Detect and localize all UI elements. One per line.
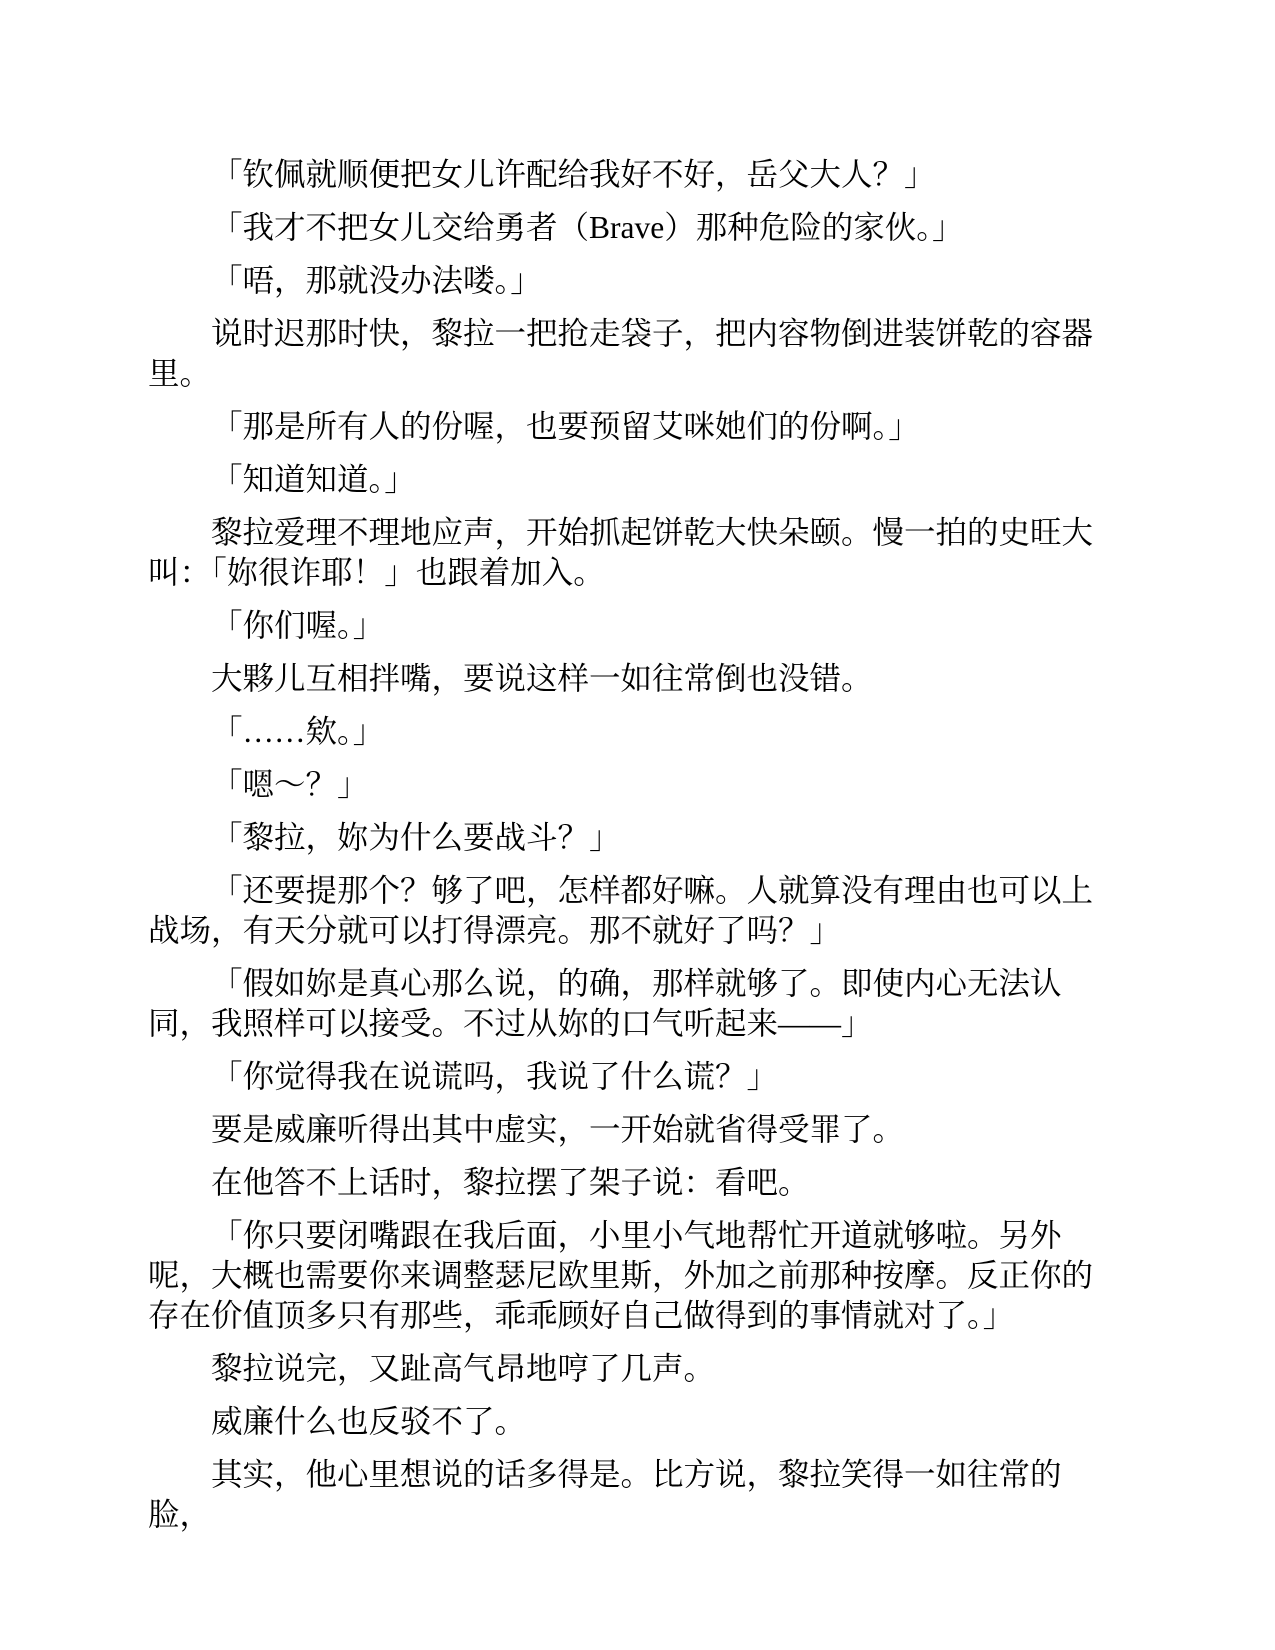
paragraph: 「还要提那个？够了吧，怎样都好嘛。人就算没有理由也可以上战场，有天分就可以打得漂亮。那不就好了吗？」	[148, 873, 1094, 948]
paragraph: 「唔，那就没办法喽。」	[211, 263, 542, 298]
paragraph: 在他答不上话时，黎拉摆了架子说：看吧。	[211, 1165, 810, 1200]
paragraph: 说时迟那时快，黎拉一把抢走袋子，把内容物倒进装饼乾的容器里。	[148, 316, 1094, 391]
paragraph: 「……欸。」	[211, 714, 385, 749]
paragraph: 其实，他心里想说的话多得是。比方说，黎拉笑得一如往常的脸，	[148, 1457, 1062, 1532]
paragraph: 「你们喔。」	[211, 608, 385, 643]
paragraph: 「你觉得我在说谎吗，我说了什么谎？」	[211, 1059, 779, 1094]
paragraph: 「我才不把女儿交给勇者（Brave）那种危险的家伙。」	[211, 210, 964, 245]
paragraph: 要是威廉听得出其中虚实，一开始就省得受罪了。	[211, 1112, 905, 1147]
paragraph: 大夥儿互相拌嘴，要说这样一如往常倒也没错。	[211, 661, 873, 696]
paragraph: 「嗯～？」	[211, 767, 369, 802]
paragraph: 黎拉说完，又趾高气昂地哼了几声。	[211, 1351, 716, 1386]
paragraph: 「假如妳是真心那么说，的确，那样就够了。即使内心无法认同，我照样可以接受。不过从妳的口气听起来——」	[148, 966, 1062, 1041]
paragraph: 威廉什么也反驳不了。	[211, 1404, 527, 1439]
paragraph: 黎拉爱理不理地应声，开始抓起饼乾大快朵颐。慢一拍的史旺大叫：「妳很诈耶！」也跟着加入。	[148, 515, 1094, 590]
paragraph: 「那是所有人的份喔，也要预留艾咪她们的份啊。」	[211, 409, 920, 444]
paragraph: 「黎拉，妳为什么要战斗？」	[211, 820, 621, 855]
paragraph: 「钦佩就顺便把女儿许配给我好不好，岳父大人？」	[211, 157, 936, 192]
paragraph: 「你只要闭嘴跟在我后面，小里小气地帮忙开道就够啦。另外呢，大概也需要你来调整瑟尼欧里斯，外加之前那种按摩。反正你的存在价值顶多只有那些，乖乖顾好自己做得到的事情就对了。」	[148, 1218, 1094, 1333]
paragraph: 「知道知道。」	[211, 462, 416, 497]
